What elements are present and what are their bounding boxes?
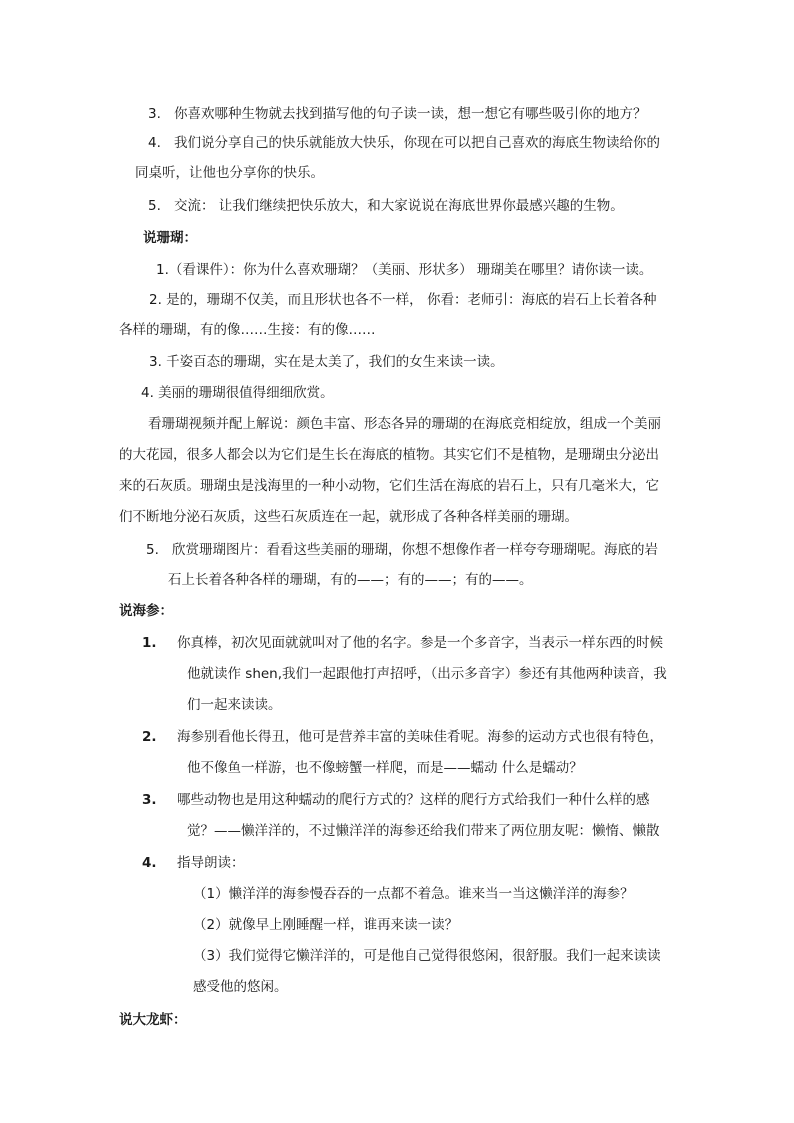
coral-paragraph-line: 看珊瑚视频并配上解说：颜色丰富、形态各异的珊瑚的在海底竞相绽放，组成一个美丽 <box>148 416 661 432</box>
coral-item: 2. 是的，珊瑚不仅美，而且形状也各不一样， 你看：老师引：海底的岩石上长着各种 <box>149 292 657 308</box>
sea-cucumber-line: 们一起来读读。 <box>187 697 282 713</box>
coral-item: 1.（看课件）：你为什么喜欢珊瑚？（美丽、形状多） 珊瑚美在哪里？请你读一读。 <box>156 262 653 278</box>
sea-cucumber-line: 他就读作 shen,我们一起跟他打声招呼，（出示多音字）参还有其他两种读音，我 <box>187 666 667 682</box>
coral-item: 欣赏珊瑚图片：看看这些美丽的珊瑚，你想不想像作者一样夸夸珊瑚呢。海底的岩 <box>172 542 658 558</box>
reading-sub-item: （2）就像早上刚睡醒一样，谁再来读一读？ <box>193 917 459 933</box>
sea-cucumber-line: 他不像鱼一样游，也不像螃蟹一样爬，而是——蠕动 什么是蠕动？ <box>187 760 583 776</box>
item-text: 你喜欢哪种生物就去找到描写他的句子读一读，想一想它有哪些吸引你的地方？ <box>174 106 647 122</box>
sea-cucumber-line: 海参别看他长得丑，他可是营养丰富的美味佳肴呢。海参的运动方式也很有特色， <box>177 729 663 745</box>
item-text-cont: 同桌听，让他也分享你的快乐。 <box>135 165 324 181</box>
item-number: 4. <box>142 855 157 871</box>
coral-paragraph-line: 们不断地分泌石灰质，这些石灰质连在一起，就形成了各种各样美丽的珊瑚。 <box>119 509 578 525</box>
coral-item: 3. 千姿百态的珊瑚，实在是太美了，我们的女生来读一读。 <box>149 354 504 370</box>
item-number: 2. <box>142 729 157 745</box>
section-heading: 说珊瑚： <box>143 230 197 246</box>
item-number: 4. <box>148 135 161 151</box>
coral-item-cont: 石上长着各种各样的珊瑚，有的——；有的——；有的——。 <box>168 572 533 588</box>
sea-cucumber-line: 哪些动物也是用这种蠕动的爬行方式的？这样的爬行方式给我们一种什么样的感 <box>177 792 650 808</box>
section-heading: 说大龙虾： <box>119 1012 187 1028</box>
coral-paragraph-line: 的大花园，很多人都会以为它们是生长在海底的植物。其实它们不是植物，是珊瑚虫分泌出 <box>119 447 659 463</box>
coral-paragraph-line: 来的石灰质。珊瑚虫是浅海里的一种小动物，它们生活在海底的岩石上，只有几毫米大，它 <box>119 478 659 494</box>
item-number: 3. <box>142 792 157 808</box>
item-text: 交流： 让我们继续把快乐放大，和大家说说在海底世界你最感兴趣的生物。 <box>174 198 624 214</box>
item-number: 5. <box>146 542 159 558</box>
reading-sub-item: 感受他的悠闲。 <box>193 979 288 995</box>
item-number: 1. <box>142 635 157 651</box>
sea-cucumber-line: 觉？——懒洋洋的，不过懒洋洋的海参还给我们带来了两位朋友呢：懒惰、懒散 <box>187 823 660 839</box>
item-text: 我们说分享自己的快乐就能放大快乐，你现在可以把自己喜欢的海底生物读给你的 <box>174 135 660 151</box>
reading-sub-item: （1）懒洋洋的海参慢吞吞的一点都不着急。谁来当一当这懒洋洋的海参？ <box>193 886 634 902</box>
item-number: 3. <box>148 106 161 122</box>
section-heading: 说海参： <box>119 603 173 619</box>
coral-item-cont: 各样的珊瑚，有的像……生接：有的像…… <box>119 322 376 338</box>
coral-item: 4. 美丽的珊瑚很值得细细欣赏。 <box>141 385 334 401</box>
reading-sub-item: （3）我们觉得它懒洋洋的，可是他自己觉得很悠闲，很舒服。我们一起来读读 <box>193 948 661 964</box>
item-number: 5. <box>148 198 161 214</box>
sea-cucumber-line: 你真棒，初次见面就就叫对了他的名字。参是一个多音字，当表示一样东西的时候 <box>177 635 663 651</box>
sea-cucumber-line: 指导朗读： <box>177 855 245 871</box>
